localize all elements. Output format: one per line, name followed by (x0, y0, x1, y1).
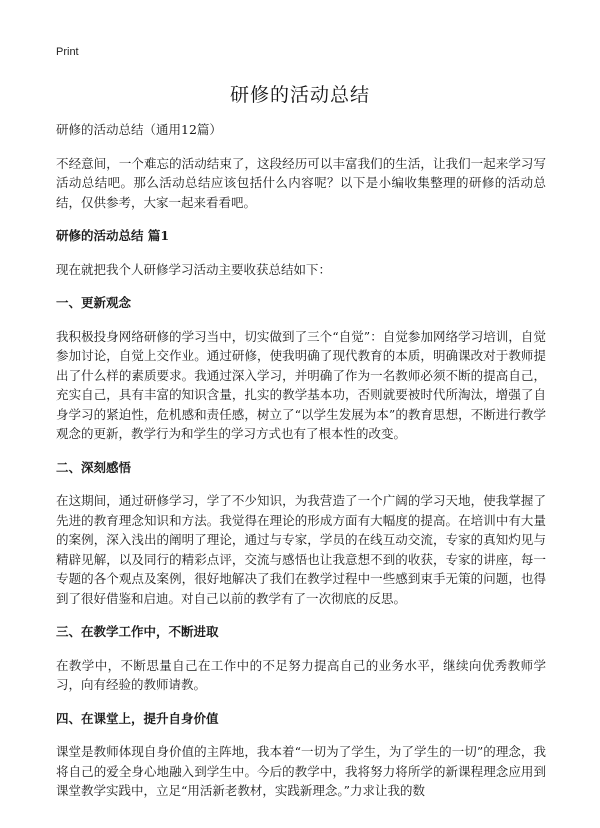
point-3-body: 在教学中，不断思量自己在工作中的不足努力提高自己的业务水平，继续向优秀教师学习，向有经验的教师请教。 (56, 657, 546, 692)
lead-paragraph: 现在就把我个人研修学习活动主要收获总结如下： (56, 261, 332, 277)
intro-paragraph: 不经意间，一个难忘的活动结束了，这段经历可以丰富我们的生活，让我们一起来学习写活动总结吧。那么活动总结应该包括什么内容呢？以下是小编收集整理的研修的活动总结，仅供参考，大家一起来看看吧。 (56, 155, 546, 210)
print-link[interactable]: Print (56, 46, 79, 58)
section-heading: 研修的活动总结 篇1 (56, 228, 170, 243)
point-4-heading: 四、在课堂上，提升自身价值 (56, 710, 219, 726)
point-1-heading: 一、更新观念 (56, 295, 132, 310)
page-title: 研修的活动总结 (229, 84, 370, 106)
point-1-body: 我积极投身网络研修的学习当中，切实做到了三个“自觉”：自觉参加网络学习培训，自觉参加讨论，自觉上交作业。通过研修，使我明确了现代教育的本质，明确课改对于教师提出了什么样的素质要求。我通过深入学习，并明确了作为一名教师必须不断的提高自己，充实自己，具有丰富的知识含量，扎实的教学基本功，否则就要被时代所淘汰，增强了自身学习的紧迫性，危机感和责任感，树立了“以学生发展为本”的教育思想，不断进行教学观念的更新，教学行为和学生的学习方式也有了根本性的改变。 (56, 328, 546, 441)
article-subtitle: 研修的活动总结（通用12篇） (56, 122, 222, 137)
point-2-heading: 二、深刻感悟 (56, 459, 132, 475)
point-2-body: 在这期间，通过研修学习，学了不少知识，为我营造了一个广阔的学习天地，使我掌握了先进的教育理念知识和方法。我觉得在理论的形成方面有大幅度的提高。在培训中有大量的案例，深入浅出的阐明了理论，通过与专家，学员的在线互动交流，专家的真知灼见与精辟见解，以及同行的精彩点评，交流与感悟也让我意想不到的收获，专家的讲座，每一专题的各个观点及案例，很好地解决了我们在教学过程中一些感到束手无策的问题，也得到了很好借鉴和启迪。对自己以前的教学有了一次彻底的反思。 (56, 493, 546, 606)
point-4-body: 课堂是教师体现自身价值的主阵地，我本着“一切为了学生，为了学生的一切”的理念，我将自己的爱全身心地融入到学生中。今后的教学中，我将努力将所学的新课程理念应用到课堂教学实践中，立足“用活新老教材，实践新理念。”力求让我的数 (56, 744, 546, 798)
article-body (56, 120, 546, 815)
point-3-heading: 三、在教学工作中，不断进取 (56, 624, 219, 639)
